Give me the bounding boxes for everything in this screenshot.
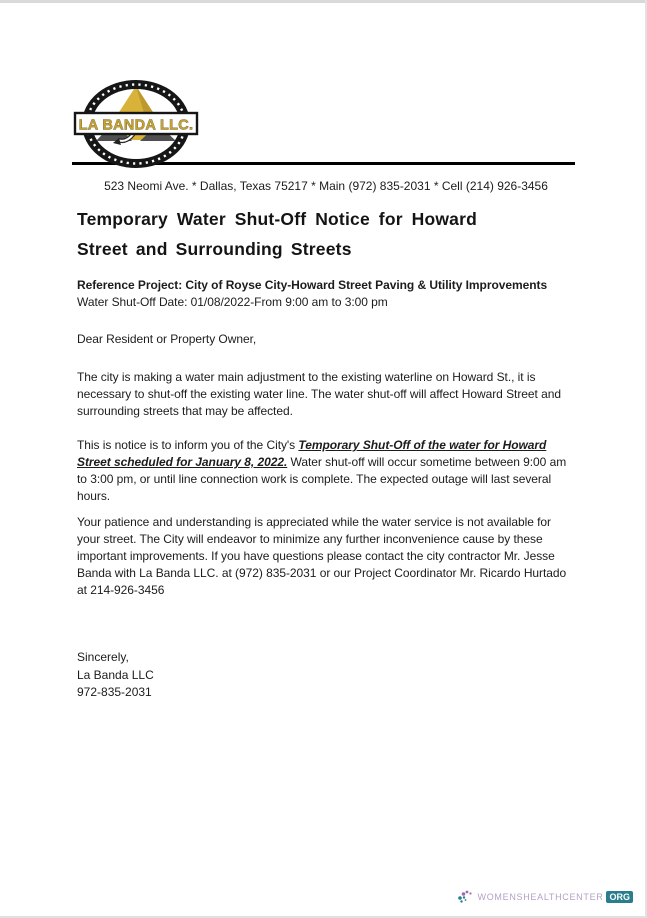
page-top-edge bbox=[0, 0, 647, 3]
letterhead-address: 523 Neomi Ave. * Dallas, Texas 75217 * Main (972) 835-2031 * Cell (214) 926-3456 bbox=[104, 179, 548, 193]
signature-company: La Banda LLC bbox=[77, 667, 154, 682]
signature-phone: 972-835-2031 bbox=[77, 685, 152, 699]
company-logo bbox=[74, 78, 198, 170]
notice-text-prefix: This is notice is to inform you of the City's bbox=[77, 438, 299, 452]
watermark-tld-badge: ORG bbox=[606, 891, 633, 903]
notice-title: Temporary Water Shut-Off Notice for Howard Street and Surrounding Streets bbox=[77, 209, 477, 259]
salutation: Dear Resident or Property Owner, bbox=[77, 332, 257, 346]
reference-project-line: Reference Project: City of Royse City-Howard Street Paving & Utility Improvements bbox=[77, 278, 548, 292]
notice-text-suffix: Water shut-off will occur sometime between 9:00 am to 3:00 pm, or until line connection work is complete. The expected outage will last several hours. bbox=[77, 455, 567, 503]
paragraph-shutoff-notice bbox=[77, 437, 575, 505]
paragraph-water-main-adjustment: The city is making a water main adjustment to the existing waterline on Howard St., it is necessary to shut-off the existing water line. The water shut-off will affect Howard Street and surrounding streets that may be affected. bbox=[77, 370, 561, 418]
watermark bbox=[457, 889, 633, 905]
signature-closing: Sincerely, bbox=[77, 650, 129, 664]
emphasized-shutoff-schedule: Temporary Shut-Off of the water for Howard Street scheduled for January 8, 2022. bbox=[77, 438, 547, 469]
watermark-dots-icon bbox=[457, 889, 475, 905]
signature-block bbox=[77, 649, 154, 702]
logo-company-name: LA BANDA LLC. bbox=[78, 117, 194, 134]
la-banda-logo-icon bbox=[74, 78, 198, 170]
watermark-site-name: WOMENSHEALTHCENTER bbox=[477, 892, 604, 902]
shutoff-date-line: Water Shut-Off Date: 01/08/2022-From 9:00 am to 3:00 pm bbox=[77, 295, 388, 309]
paragraph-patience-contact: Your patience and understanding is appreciated while the water service is not available for your street. The City will endeavor to minimize any further inconvenience cause by these important improvements. If you have questions please contact the city contractor Mr. Jesse Banda with La Banda LLC. at (972) 835-2031 or our Project Coordinator Mr. Ricardo Hurtado at 214-926-3456 bbox=[77, 515, 567, 597]
